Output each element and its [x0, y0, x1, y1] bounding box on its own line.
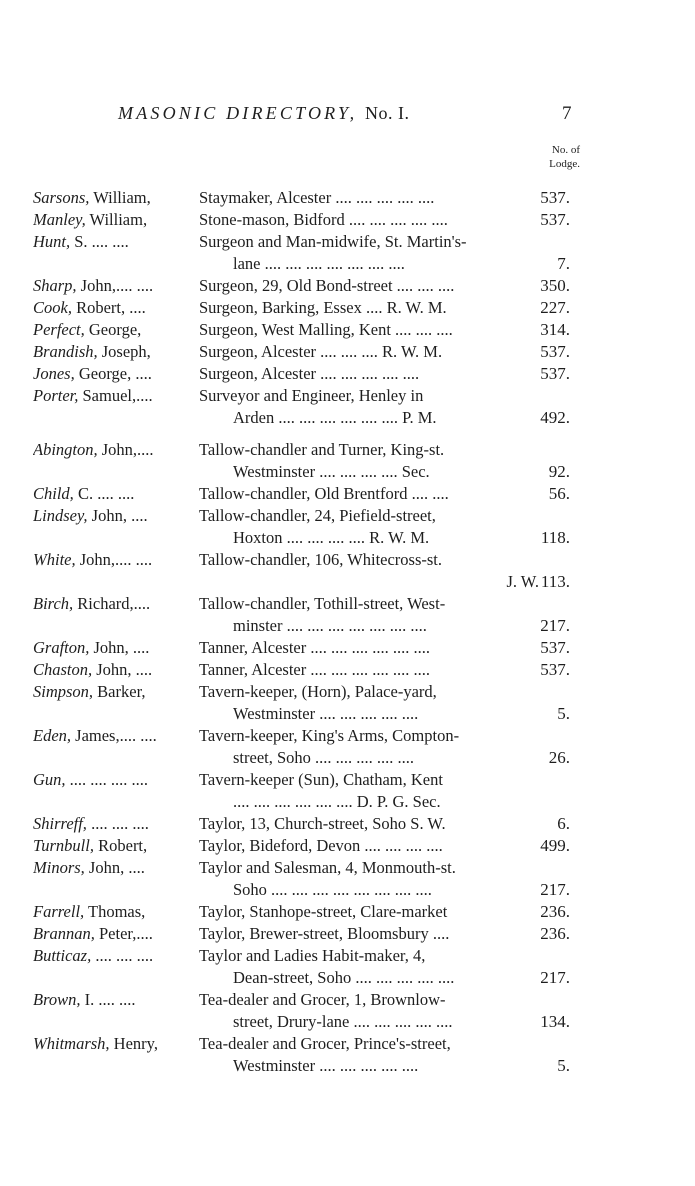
- entry-first-line: [0, 923, 695, 945]
- directory-entry: [0, 989, 695, 1033]
- entry-first-line: [0, 659, 695, 681]
- running-title: [118, 103, 410, 124]
- member-given-name: William,: [89, 188, 151, 207]
- member-name: [33, 187, 199, 209]
- member-given-name: James,.... ....: [71, 726, 157, 745]
- lodge-number: 492.: [540, 408, 570, 427]
- member-surname: Perfect,: [33, 320, 85, 339]
- entry-first-line: [0, 681, 695, 703]
- entry-continuation-line: [0, 571, 695, 593]
- member-name: [33, 681, 199, 703]
- member-surname: Brandish,: [33, 342, 98, 361]
- occupation-address-text: Arden .... .... .... .... .... .... P. M.: [233, 408, 437, 427]
- member-surname: Cook,: [33, 298, 72, 317]
- member-name: [33, 813, 199, 835]
- member-given-name: Thomas,: [84, 902, 146, 921]
- lodge-number: 5.: [557, 1056, 570, 1075]
- member-given-name: William,: [85, 210, 148, 229]
- occupation-address-text: Westminster .... .... .... .... ....: [233, 1056, 419, 1075]
- directory-entry: [0, 363, 695, 385]
- entry-continuation-line: [0, 1011, 695, 1033]
- directory-entry: [0, 857, 695, 901]
- member-surname: Gun,: [33, 770, 66, 789]
- lodge-number: 537.: [540, 188, 570, 207]
- directory-entry: [0, 835, 695, 857]
- occupation-address-text: Taylor and Ladies Habit-maker, 4,: [199, 946, 426, 965]
- member-given-name: Robert,: [93, 836, 148, 855]
- occupation-address-text: Tallow-chandler, Old Brentford .... ....: [199, 484, 449, 503]
- member-given-name: S. .... ....: [70, 232, 129, 251]
- entry-first-line: [0, 637, 695, 659]
- member-name: [33, 659, 199, 681]
- page-number: 7: [562, 103, 572, 124]
- member-surname: Turnbull,: [33, 836, 94, 855]
- occupation-address-text: Tallow-chandler, 24, Piefield-street,: [199, 506, 436, 525]
- member-name: [33, 549, 199, 571]
- directory-entry: [0, 549, 695, 593]
- member-given-name: Henry,: [109, 1034, 158, 1053]
- entry-continuation-line: [0, 615, 695, 637]
- directory-entry: [0, 769, 695, 813]
- directory-entry: [0, 637, 695, 659]
- member-surname: Child,: [33, 484, 74, 503]
- occupation-address-text: Surgeon, 29, Old Bond-street .... .... ....: [199, 276, 455, 295]
- occupation-address-text: Hoxton .... .... .... .... R. W. M.: [233, 528, 430, 547]
- lodge-number: 537.: [540, 342, 570, 361]
- entry-first-line: [0, 549, 695, 571]
- occupation-address-text: Tallow-chandler, 106, Whitecross-st.: [199, 550, 443, 569]
- directory-title: MASONIC DIRECTORY,: [118, 103, 358, 123]
- directory-entry: [0, 681, 695, 725]
- occupation-address-text: street, Drury-lane .... .... .... .... ....: [233, 1012, 453, 1031]
- entry-first-line: [0, 341, 695, 363]
- entry-continuation-line: [0, 1055, 695, 1077]
- occupation-address-text: Surgeon, Alcester .... .... .... R. W. M.: [199, 342, 443, 361]
- member-name: [33, 209, 199, 231]
- occupation-address-text: Tavern-keeper (Sun), Chatham, Kent: [199, 770, 443, 789]
- occupation-address-text: Surgeon, West Malling, Kent .... .... ....: [199, 320, 453, 339]
- occupation-address-text: Surveyor and Engineer, Henley in: [199, 386, 424, 405]
- entry-first-line: [0, 813, 695, 835]
- entry-continuation-line: [0, 747, 695, 769]
- member-given-name: .... .... .... ....: [65, 770, 149, 789]
- directory-entry: [0, 187, 695, 209]
- directory-entry: [0, 341, 695, 363]
- member-name: [33, 505, 199, 527]
- directory-entry: [0, 297, 695, 319]
- occupation-address-text: Surgeon, Alcester .... .... .... .... ....: [199, 364, 420, 383]
- member-surname: Brannan,: [33, 924, 95, 943]
- column-heading-line-2: Lodge.: [549, 158, 580, 170]
- directory-entry: [0, 483, 695, 505]
- occupation-address-text: street, Soho .... .... .... .... ....: [233, 748, 415, 767]
- member-given-name: George, ....: [74, 364, 152, 383]
- member-given-name: Peter,....: [94, 924, 153, 943]
- lodge-number: 113.: [540, 572, 570, 591]
- member-name: [33, 637, 199, 659]
- member-name: [33, 835, 199, 857]
- entry-first-line: [0, 725, 695, 747]
- member-name: [33, 857, 199, 879]
- member-given-name: John, ....: [87, 506, 148, 525]
- lodge-number: 5.: [557, 704, 570, 723]
- lodge-number: 134.: [540, 1012, 570, 1031]
- column-heading-line-1: No. of: [551, 144, 580, 156]
- member-name: [33, 363, 199, 385]
- occupation-address-text: Dean-street, Soho .... .... .... .... ....: [233, 968, 455, 987]
- occupation-address-text: Surgeon and Man-midwife, St. Martin's-: [199, 232, 467, 251]
- lodge-number: 217.: [540, 616, 570, 635]
- directory-entry: [0, 319, 695, 341]
- member-given-name: John, ....: [84, 858, 145, 877]
- member-surname: White,: [33, 550, 76, 569]
- member-surname: Minors,: [33, 858, 85, 877]
- member-given-name: George,: [84, 320, 142, 339]
- member-surname: Birch,: [33, 594, 74, 613]
- member-surname: Shirreff,: [33, 814, 87, 833]
- occupation-address-text: Tallow-chandler and Turner, King-st.: [199, 440, 445, 459]
- member-name: [33, 593, 199, 615]
- occupation-address-text: Westminster .... .... .... .... ....: [233, 704, 419, 723]
- directory-entry: [0, 813, 695, 835]
- member-surname: Brown,: [33, 990, 81, 1009]
- lodge-number: 56.: [548, 484, 570, 503]
- occupation-address-text: Westminster .... .... .... .... Sec.: [233, 462, 430, 481]
- member-surname: Porter,: [33, 386, 79, 405]
- occupation-address-text: Tanner, Alcester .... .... .... .... .... ....: [199, 638, 430, 657]
- lodge-number: 236.: [540, 902, 570, 921]
- entry-first-line: [0, 945, 695, 967]
- directory-entry: [0, 439, 695, 483]
- directory-entry: [0, 231, 695, 275]
- member-name: [33, 275, 199, 297]
- directory-entry: [0, 1033, 695, 1077]
- member-surname: Sarsons,: [33, 188, 90, 207]
- member-name: [33, 385, 199, 407]
- occupation-address-text: Tallow-chandler, Tothill-street, West-: [199, 594, 446, 613]
- occupation-address-text: Tea-dealer and Grocer, Prince's-street,: [199, 1034, 451, 1053]
- lodge-number: 217.: [540, 968, 570, 987]
- member-given-name: Richard,....: [73, 594, 151, 613]
- entry-first-line: [0, 275, 695, 297]
- entry-first-line: [0, 593, 695, 615]
- member-name: [33, 769, 199, 791]
- member-surname: Hunt,: [33, 232, 71, 251]
- member-given-name: John,.... ....: [76, 276, 154, 295]
- member-given-name: C. .... ....: [73, 484, 135, 503]
- member-surname: Abington,: [33, 440, 98, 459]
- occupation-address-text: Taylor and Salesman, 4, Monmouth-st.: [199, 858, 456, 877]
- directory-entry: [0, 725, 695, 769]
- entry-continuation-line: [0, 703, 695, 725]
- member-name: [33, 923, 199, 945]
- lodge-column-heading: [530, 143, 580, 171]
- member-name: [33, 341, 199, 363]
- directory-entry: [0, 275, 695, 297]
- member-surname: Eden,: [33, 726, 72, 745]
- directory-entry: [0, 209, 695, 231]
- entry-first-line: [0, 857, 695, 879]
- occupation-address-text: minster .... .... .... .... .... .... ....: [233, 616, 427, 635]
- lodge-number: 6.: [557, 814, 570, 833]
- member-name: [33, 945, 199, 967]
- occupation-address-text: lane .... .... .... .... .... .... ....: [233, 254, 405, 273]
- member-given-name: John, ....: [89, 638, 150, 657]
- entry-first-line: [0, 231, 695, 253]
- member-name: [33, 483, 199, 505]
- lodge-number: 537.: [540, 660, 570, 679]
- directory-number: No. I.: [365, 103, 410, 123]
- entry-first-line: [0, 297, 695, 319]
- entry-first-line: [0, 439, 695, 461]
- member-name: [33, 1033, 199, 1055]
- occupation-address-text: Staymaker, Alcester .... .... .... .... ....: [199, 188, 435, 207]
- lodge-number: 26.: [548, 748, 570, 767]
- member-given-name: .... .... ....: [91, 946, 154, 965]
- lodge-number: 537.: [540, 638, 570, 657]
- member-surname: Manley,: [33, 210, 86, 229]
- occupation-address-text: Tanner, Alcester .... .... .... .... .... ....: [199, 660, 430, 679]
- entry-first-line: [0, 1033, 695, 1055]
- entry-continuation-line: [0, 791, 695, 813]
- entry-first-line: [0, 483, 695, 505]
- member-given-name: Joseph,: [97, 342, 151, 361]
- lodge-number: 7.: [557, 254, 570, 273]
- member-given-name: Samuel,....: [78, 386, 153, 405]
- lodge-number: 350.: [540, 276, 570, 295]
- member-given-name: John,....: [97, 440, 154, 459]
- occupation-address-text: Taylor, Stanhope-street, Clare-market: [199, 902, 448, 921]
- entry-first-line: [0, 901, 695, 923]
- occupation-address-text: Surgeon, Barking, Essex .... R. W. M.: [199, 298, 447, 317]
- member-given-name: I. .... ....: [80, 990, 136, 1009]
- occupation-address-text: Tavern-keeper, King's Arms, Compton-: [199, 726, 460, 745]
- occupation-address-text: Tea-dealer and Grocer, 1, Brownlow-: [199, 990, 446, 1009]
- occupation-address-text: Taylor, Brewer-street, Bloomsbury ....: [199, 924, 450, 943]
- member-given-name: John, ....: [92, 660, 153, 679]
- entry-first-line: [0, 319, 695, 341]
- occupation-address-text: Taylor, Bideford, Devon .... .... .... ....: [199, 836, 443, 855]
- member-surname: Farrell,: [33, 902, 85, 921]
- member-name: [33, 901, 199, 923]
- lodge-number: 537.: [540, 364, 570, 383]
- entry-continuation-line: [0, 461, 695, 483]
- lodge-number: 499.: [540, 836, 570, 855]
- entry-first-line: [0, 989, 695, 1011]
- directory-entry: [0, 385, 695, 429]
- occupation-address-text: .... .... .... .... .... .... D. P. G. Sec.: [233, 792, 441, 811]
- lodge-number: 92.: [548, 462, 570, 481]
- entry-continuation-line: [0, 967, 695, 989]
- occupation-address-text: Taylor, 13, Church-street, Soho S. W.: [199, 814, 446, 833]
- member-given-name: John,.... ....: [75, 550, 153, 569]
- entry-continuation-line: [0, 253, 695, 275]
- entry-continuation-line: [0, 527, 695, 549]
- member-surname: Chaston,: [33, 660, 93, 679]
- member-surname: Jones,: [33, 364, 75, 383]
- entry-first-line: [0, 363, 695, 385]
- member-surname: Whitmarsh,: [33, 1034, 110, 1053]
- entry-first-line: [0, 187, 695, 209]
- directory-entry: [0, 923, 695, 945]
- member-surname: Butticaz,: [33, 946, 92, 965]
- entry-first-line: [0, 385, 695, 407]
- entry-first-line: [0, 835, 695, 857]
- member-surname: Sharp,: [33, 276, 77, 295]
- member-surname: Grafton,: [33, 638, 90, 657]
- occupation-address-text: Tavern-keeper, (Horn), Palace-yard,: [199, 682, 437, 701]
- directory-entry: [0, 659, 695, 681]
- member-name: [33, 297, 199, 319]
- entry-first-line: [0, 209, 695, 231]
- lodge-number: 314.: [540, 320, 570, 339]
- lodge-number: 227.: [540, 298, 570, 317]
- member-name: [33, 439, 199, 461]
- directory-entry: [0, 505, 695, 549]
- entry-first-line: [0, 505, 695, 527]
- member-name: [33, 319, 199, 341]
- occupation-address-text: Soho .... .... .... .... .... .... .... ....: [233, 880, 432, 899]
- entry-continuation-line: [0, 407, 695, 429]
- directory-entry: [0, 901, 695, 923]
- occupation-address-text: J. W.: [506, 572, 539, 591]
- member-given-name: .... .... ....: [86, 814, 149, 833]
- entry-continuation-line: [0, 879, 695, 901]
- lodge-number: 537.: [540, 210, 570, 229]
- member-given-name: Barker,: [93, 682, 146, 701]
- directory-entry: [0, 945, 695, 989]
- member-given-name: Robert, ....: [71, 298, 146, 317]
- occupation-address-text: Stone-mason, Bidford .... .... .... .... ....: [199, 210, 448, 229]
- member-surname: Simpson,: [33, 682, 94, 701]
- lodge-number: 236.: [540, 924, 570, 943]
- lodge-number: 118.: [540, 528, 570, 547]
- member-name: [33, 989, 199, 1011]
- member-name: [33, 231, 199, 253]
- directory-entry: [0, 593, 695, 637]
- member-name: [33, 725, 199, 747]
- entry-first-line: [0, 769, 695, 791]
- member-surname: Lindsey,: [33, 506, 88, 525]
- lodge-number: 217.: [540, 880, 570, 899]
